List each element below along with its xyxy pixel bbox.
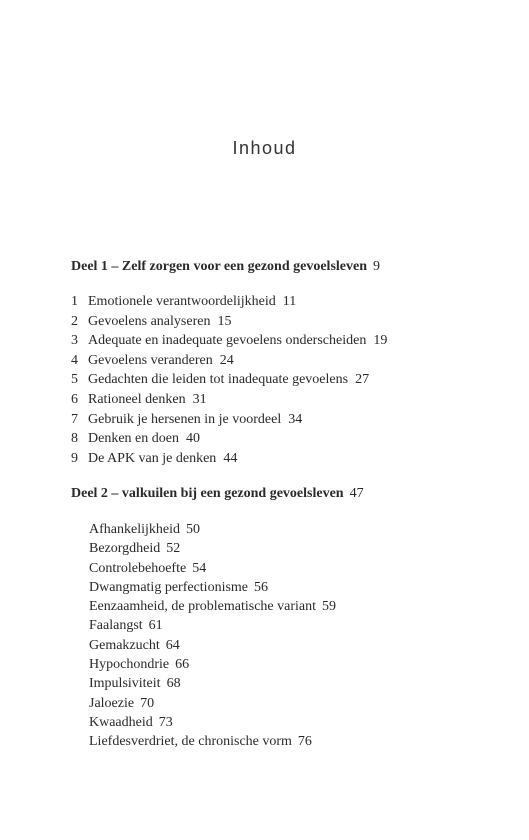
toc-entry xyxy=(89,559,336,578)
chapter-page-number: 40 xyxy=(185,431,200,447)
toc-entry xyxy=(71,292,387,312)
toc-entry xyxy=(89,597,336,616)
entry-page-number: 68 xyxy=(166,676,181,692)
chapter-title: Gebruik je hersenen in je voordeel xyxy=(88,411,282,427)
chapter-number: 9 xyxy=(71,450,78,466)
toc-entry xyxy=(71,410,387,430)
chapter-title: Denken en doen xyxy=(88,431,179,447)
toc-entry xyxy=(89,732,336,751)
entry-title: Faalangst xyxy=(89,618,143,634)
entry-title: Kwaadheid xyxy=(89,714,153,730)
entry-page-number: 73 xyxy=(158,714,173,730)
chapter-page-number: 15 xyxy=(217,313,232,329)
entry-page-number: 52 xyxy=(166,541,181,557)
toc-entry xyxy=(71,449,387,469)
toc-entry xyxy=(89,616,336,635)
entry-page-number: 64 xyxy=(165,637,180,653)
entry-title: Jaloezie xyxy=(89,695,135,711)
entry-title: Gemakzucht xyxy=(89,637,160,653)
page-title: Inhoud xyxy=(232,138,297,158)
entry-title: Bezorgdheid xyxy=(89,541,161,557)
part-1-heading xyxy=(71,257,380,276)
chapter-number: 2 xyxy=(71,313,78,329)
toc-entry xyxy=(71,312,387,332)
part-2-page-number: 47 xyxy=(349,486,364,501)
toc-entry xyxy=(71,390,387,410)
toc-entry xyxy=(89,578,336,597)
entry-title: Hypochondrie xyxy=(89,657,170,673)
chapter-page-number: 24 xyxy=(219,352,234,368)
entry-page-number: 50 xyxy=(185,522,200,537)
toc-entry xyxy=(89,694,336,713)
toc-entry xyxy=(89,520,336,539)
part-2-entry-list xyxy=(89,520,336,752)
part-2-heading xyxy=(71,484,364,503)
toc-entry xyxy=(89,636,336,655)
chapter-number: 5 xyxy=(71,372,78,388)
chapter-page-number: 31 xyxy=(192,391,207,407)
entry-page-number: 56 xyxy=(254,579,269,595)
toc-entry xyxy=(89,713,336,732)
entry-page-number: 54 xyxy=(192,560,207,576)
entry-title: Liefdesverdriet, de chronische vorm xyxy=(89,734,292,750)
entry-page-number: 59 xyxy=(322,599,337,615)
chapter-page-number: 11 xyxy=(282,294,297,309)
chapter-page-number: 19 xyxy=(373,333,388,349)
entry-page-number: 76 xyxy=(297,734,312,750)
chapter-number: 4 xyxy=(71,352,78,368)
chapter-title: Emotionele verantwoordelijkheid xyxy=(88,294,276,309)
chapter-title: Adequate en inadequate gevoelens onderscheiden xyxy=(88,333,367,349)
part-1-page-number: 9 xyxy=(373,259,381,274)
toc-entry xyxy=(71,429,387,449)
toc-entry xyxy=(89,674,336,693)
toc-entry xyxy=(71,370,387,390)
toc-entry xyxy=(89,655,336,674)
chapter-number: 1 xyxy=(71,294,78,309)
chapter-number: 3 xyxy=(71,333,78,349)
entry-title: Afhankelijkheid xyxy=(89,522,180,537)
part-2-label: Deel 2 – valkuilen bij een gezond gevoelsleven xyxy=(71,486,344,501)
chapter-page-number: 44 xyxy=(223,450,238,466)
entry-page-number: 61 xyxy=(148,618,163,634)
toc-entry xyxy=(89,539,336,558)
entry-title: Impulsiviteit xyxy=(89,676,161,692)
part-1-label: Deel 1 – Zelf zorgen voor een gezond gevoelsleven xyxy=(71,259,368,274)
chapter-title: Gevoelens analyseren xyxy=(88,313,211,329)
entry-page-number: 70 xyxy=(140,695,155,711)
chapter-title: Gedachten die leiden tot inadequate gevoelens xyxy=(88,372,349,388)
chapter-number: 7 xyxy=(71,411,78,427)
toc-entry xyxy=(71,331,387,351)
chapter-title: De APK van je denken xyxy=(88,450,217,466)
entry-title: Dwangmatig perfectionisme xyxy=(89,579,249,595)
entry-title: Eenzaamheid, de problematische variant xyxy=(89,599,317,615)
chapter-number: 8 xyxy=(71,431,78,447)
chapter-title: Gevoelens veranderen xyxy=(88,352,213,368)
part-1-chapter-list xyxy=(71,292,387,468)
toc-entry xyxy=(71,351,387,371)
chapter-number: 6 xyxy=(71,391,78,407)
entry-page-number: 66 xyxy=(175,657,190,673)
entry-title: Controlebehoefte xyxy=(89,560,187,576)
chapter-page-number: 34 xyxy=(288,411,303,427)
chapter-page-number: 27 xyxy=(355,372,370,388)
chapter-title: Rationeel denken xyxy=(88,391,186,407)
